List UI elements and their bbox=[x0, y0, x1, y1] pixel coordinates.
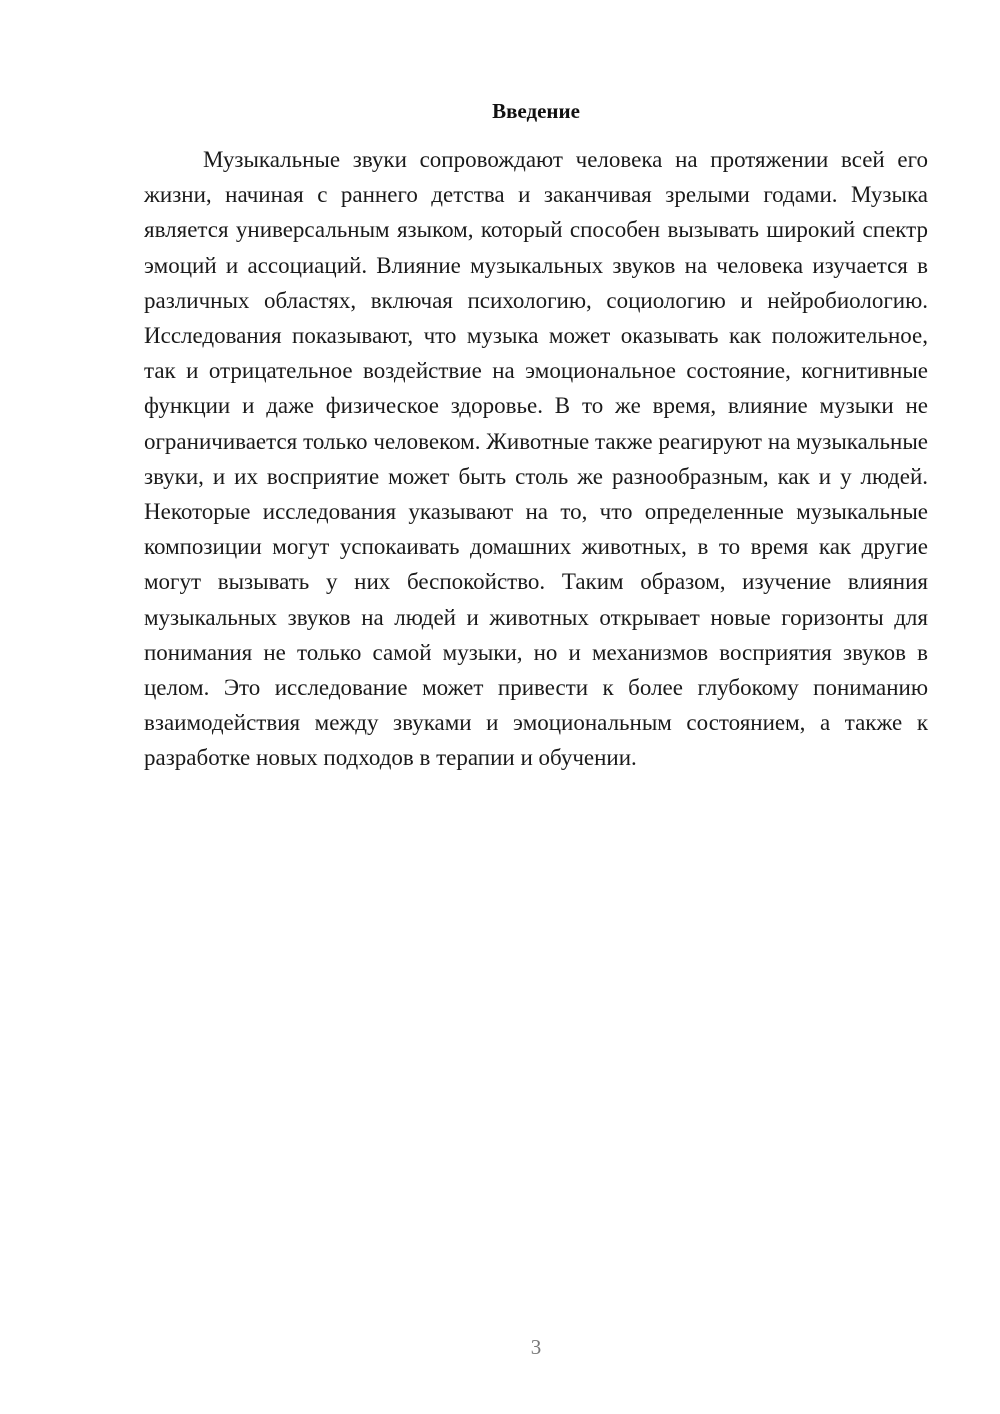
page-number: 3 bbox=[530, 1335, 542, 1359]
section-heading: Введение bbox=[492, 99, 580, 123]
body-paragraph: Музыкальные звуки сопровождают человека на протяжении всей его жизни, начиная с раннего детства и заканчивая зрелыми годами. Музыка является универсальным языком, который способен вызывать широкий спектр эмоций и ассоциаций. Влияние музыкальных звуков на человека изучается в различных областях, включая психологию, социологию и нейробиологию. Исследования показывают, что музыка может оказывать как положительное, так и отрицательное воздействие на эмоциональное состояние, когнитивные функции и даже физическое здоровье. В то же время, влияние музыки не ограничивается только человеком. Животные также реагируют на музыкальные звуки, и их восприятие может быть столь же разнообразным, как и у людей. Некоторые исследования указывают на то, что определенные музыкальные композиции могут успокаивать домашних животных, в то время как другие могут вызывать у них беспокойство. Таким образом, изучение влияния музыкальных звуков на людей и животных открывает новые горизонты для понимания не только самой музыки, но и механизмов восприятия звуков в целом. Это исследование может привести к более глубокому пониманию взаимодействия между звуками и эмоциональным состоянием, а также к разработке новых подходов в терапии и обучении. bbox=[144, 147, 928, 771]
